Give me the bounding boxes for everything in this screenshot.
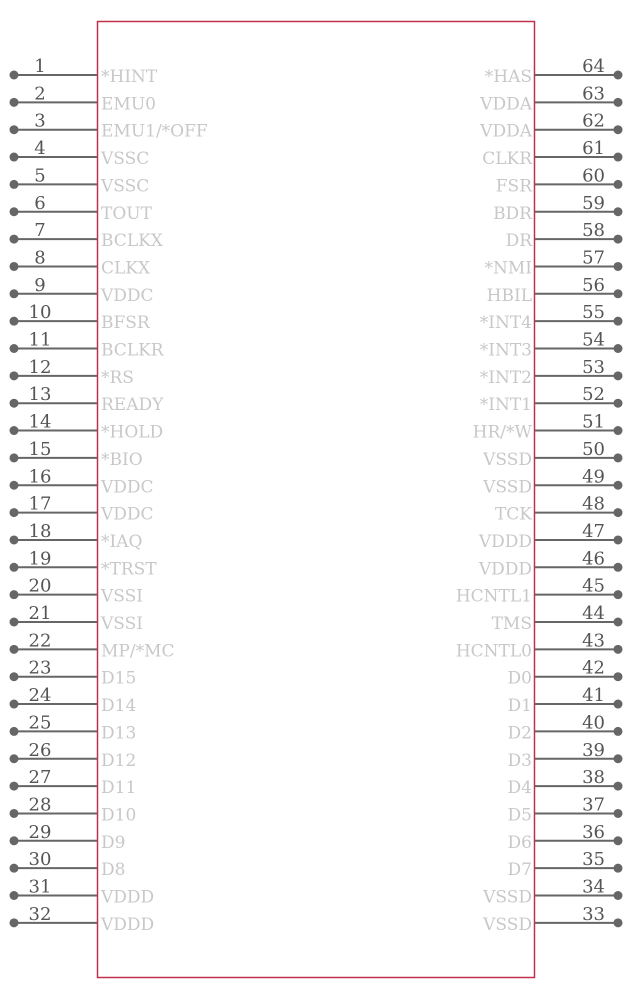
pin-number: 32: [28, 903, 52, 925]
pin-endpoint-dot: [10, 317, 19, 326]
pin-number: 30: [28, 849, 52, 871]
pin-name: VSSC: [101, 149, 150, 170]
pin-37: [508, 794, 623, 825]
pin-number: 12: [28, 356, 52, 378]
pin-endpoint-dot: [614, 180, 623, 189]
pin-endpoint-dot: [10, 180, 19, 189]
pin-endpoint-dot: [10, 344, 19, 353]
pin-name: FSR: [495, 176, 532, 197]
pin-number: 52: [582, 384, 605, 406]
pin-5: [10, 165, 150, 196]
pin-49: [482, 466, 622, 497]
pin-endpoint-dot: [614, 98, 623, 107]
pin-name: *INT4: [479, 313, 532, 334]
pin-number: 8: [34, 247, 46, 269]
pin-number: 36: [582, 821, 605, 843]
pin-name: *HINT: [101, 67, 158, 87]
pin-endpoint-dot: [614, 207, 623, 216]
pin-number: 54: [582, 329, 605, 351]
pin-name: *NMI: [484, 258, 532, 279]
pin-31: [10, 877, 155, 908]
pin-40: [508, 712, 623, 743]
pin-endpoint-dot: [10, 864, 19, 873]
pin-endpoint-dot: [10, 371, 19, 380]
pin-endpoint-dot: [614, 563, 623, 572]
pin-number: 5: [34, 165, 46, 187]
pin-number: 63: [582, 83, 605, 105]
pin-43: [456, 630, 623, 661]
pin-endpoint-dot: [10, 645, 19, 654]
pin-name: VSSD: [483, 449, 532, 470]
pin-name: D13: [101, 723, 137, 744]
pin-endpoint-dot: [614, 399, 623, 408]
pin-name: D3: [507, 750, 532, 771]
pin-4: [10, 138, 150, 169]
pin-endpoint-dot: [10, 481, 19, 490]
pin-21: [10, 603, 144, 634]
pin-name: D0: [507, 668, 532, 689]
pin-11: [10, 330, 165, 361]
pin-number: 44: [582, 603, 605, 624]
pin-name: D7: [507, 860, 532, 881]
pin-number: 55: [582, 302, 605, 324]
pin-endpoint-dot: [614, 618, 623, 627]
pin-19: [10, 548, 158, 579]
pin-name: VDDC: [101, 477, 154, 498]
pin-endpoint-dot: [10, 809, 19, 818]
pin-47: [478, 521, 623, 552]
pin-endpoint-dot: [614, 153, 623, 162]
pin-number: 47: [582, 520, 605, 542]
pin-number: 38: [582, 767, 605, 789]
pin-number: 40: [582, 712, 605, 734]
pin-24: [10, 685, 137, 716]
pin-2: [10, 83, 156, 114]
pin-23: [10, 658, 137, 689]
pin-name: D11: [101, 778, 137, 799]
right-pin-group: [456, 56, 623, 935]
pin-name: VSSD: [483, 914, 532, 935]
pin-number: 7: [34, 220, 46, 242]
pin-endpoint-dot: [614, 125, 623, 134]
pin-name: *IAQ: [101, 531, 143, 552]
pin-endpoint-dot: [614, 590, 623, 599]
pin-52: [480, 384, 623, 415]
pin-22: [10, 630, 175, 661]
pin-number: 25: [28, 712, 52, 734]
pin-name: VDDD: [101, 914, 155, 935]
pin-29: [10, 822, 126, 853]
pin-endpoint-dot: [10, 262, 19, 271]
pin-endpoint-dot: [614, 262, 623, 271]
pin-number: 14: [28, 411, 52, 433]
pin-name: TMS: [491, 614, 532, 634]
pin-number: 50: [582, 438, 605, 460]
pin-endpoint-dot: [10, 153, 19, 162]
pin-number: 46: [582, 548, 605, 570]
pin-54: [480, 330, 623, 361]
pin-16: [10, 466, 154, 497]
pin-endpoint-dot: [10, 207, 19, 216]
pin-number: 13: [28, 384, 52, 406]
pin-10: [10, 302, 151, 333]
pin-number: 48: [582, 493, 605, 515]
pin-7: [10, 220, 164, 251]
pin-62: [479, 111, 622, 142]
pin-name: D2: [507, 723, 532, 744]
pin-name: *HOLD: [101, 422, 164, 443]
pin-endpoint-dot: [614, 453, 623, 462]
pin-number: 62: [582, 110, 605, 132]
pin-number: 31: [28, 876, 52, 898]
pin-endpoint-dot: [10, 125, 19, 134]
pin-number: 56: [582, 274, 605, 296]
pin-endpoint-dot: [10, 289, 19, 298]
pin-endpoint-dot: [10, 618, 19, 627]
pin-63: [479, 83, 622, 114]
pin-endpoint-dot: [614, 317, 623, 326]
pin-number: 17: [28, 493, 52, 515]
pin-number: 59: [582, 192, 605, 214]
pin-number: 10: [28, 302, 52, 324]
pin-endpoint-dot: [614, 535, 623, 544]
pin-number: 34: [582, 876, 605, 898]
pin-endpoint-dot: [10, 727, 19, 736]
pin-57: [485, 247, 623, 278]
pin-endpoint-dot: [614, 672, 623, 681]
pin-endpoint-dot: [10, 399, 19, 408]
pin-name: HCNTL1: [455, 586, 532, 607]
pin-number: 43: [582, 630, 605, 652]
pin-1: [10, 56, 158, 87]
pin-name: DR: [505, 231, 532, 252]
pin-number: 11: [28, 329, 52, 351]
pin-name: TOUT: [101, 203, 152, 224]
pin-number: 53: [582, 356, 605, 378]
pin-endpoint-dot: [10, 508, 19, 517]
pin-18: [10, 521, 143, 552]
pin-name: D9: [101, 832, 126, 853]
pin-name: BFSR: [101, 313, 150, 334]
pin-38: [508, 767, 623, 798]
pin-name: D10: [101, 805, 137, 826]
pin-endpoint-dot: [10, 836, 19, 845]
pin-endpoint-dot: [10, 700, 19, 709]
pin-number: 61: [582, 138, 605, 160]
pin-endpoint-dot: [10, 426, 19, 435]
pin-name: VDDA: [480, 121, 532, 142]
left-pin-group: [10, 56, 208, 935]
pin-name: *HAS: [484, 67, 532, 87]
pin-name: *BIO: [101, 449, 143, 470]
pin-name: HR/*W: [472, 422, 532, 443]
pin-number: 1: [34, 56, 46, 77]
pin-endpoint-dot: [614, 289, 623, 298]
pin-45: [456, 576, 623, 607]
pin-endpoint-dot: [614, 344, 623, 353]
pin-41: [508, 685, 623, 716]
pin-endpoint-dot: [10, 672, 19, 681]
pin-25: [10, 712, 137, 743]
pin-endpoint-dot: [614, 700, 623, 709]
pin-name: VDDC: [101, 504, 154, 525]
pin-name: TCK: [494, 504, 532, 525]
pin-endpoint-dot: [614, 426, 623, 435]
pin-9: [10, 275, 154, 306]
pin-number: 49: [582, 466, 605, 488]
pin-number: 29: [28, 821, 52, 843]
pin-endpoint-dot: [10, 98, 19, 107]
pin-endpoint-dot: [614, 481, 623, 490]
pin-endpoint-dot: [10, 563, 19, 572]
pin-number: 20: [28, 575, 52, 597]
pin-name: VSSI: [101, 586, 143, 607]
pin-endpoint-dot: [10, 891, 19, 900]
pin-name: D14: [101, 696, 137, 717]
pin-12: [10, 357, 134, 388]
pin-30: [10, 849, 126, 880]
pin-number: 21: [28, 603, 52, 624]
ic-body-outline: [98, 22, 535, 978]
pin-endpoint-dot: [614, 864, 623, 873]
pin-46: [478, 548, 623, 579]
pin-number: 4: [34, 138, 46, 160]
pin-name: VDDA: [480, 94, 532, 115]
pin-number: 23: [28, 657, 52, 679]
pin-endpoint-dot: [10, 590, 19, 599]
pin-name: D4: [507, 778, 532, 799]
pin-8: [10, 247, 151, 278]
pin-number: 15: [28, 438, 52, 460]
pin-endpoint-dot: [614, 809, 623, 818]
pin-number: 60: [582, 165, 605, 187]
pin-44: [492, 603, 623, 634]
pin-number: 35: [582, 849, 605, 871]
pin-name: D8: [101, 860, 126, 881]
pin-32: [10, 904, 155, 935]
pin-number: 27: [28, 767, 52, 789]
pin-name: EMU1/*OFF: [101, 121, 208, 142]
pin-endpoint-dot: [10, 453, 19, 462]
pin-endpoint-dot: [614, 782, 623, 791]
pin-name: VSSI: [101, 614, 143, 634]
pin-number: 9: [34, 274, 46, 296]
pin-56: [487, 275, 623, 306]
pin-number: 22: [28, 630, 52, 652]
pin-55: [480, 302, 623, 333]
pin-26: [10, 740, 137, 771]
pin-endpoint-dot: [614, 891, 623, 900]
pin-number: 2: [34, 83, 46, 105]
pin-endpoint-dot: [10, 754, 19, 763]
pin-name: CLKX: [101, 258, 151, 279]
pin-name: VDDD: [478, 559, 532, 580]
pin-name: VDDC: [101, 285, 154, 306]
pin-number: 64: [582, 56, 605, 77]
pin-name: BDR: [493, 203, 532, 224]
pin-number: 37: [582, 794, 605, 816]
pin-name: HBIL: [486, 285, 532, 306]
pin-53: [480, 357, 623, 388]
pin-endpoint-dot: [614, 508, 623, 517]
pin-name: BCLKR: [101, 340, 164, 361]
pin-34: [482, 877, 622, 908]
pin-14: [10, 412, 164, 443]
pin-name: EMU0: [101, 94, 156, 115]
pin-51: [473, 412, 623, 443]
pin-6: [10, 193, 153, 224]
pin-name: VSSD: [483, 477, 532, 498]
pin-48: [495, 494, 623, 525]
pin-name: *TRST: [101, 559, 157, 580]
pin-39: [508, 740, 623, 771]
pin-number: 18: [28, 520, 52, 542]
pin-27: [10, 767, 137, 798]
pin-name: *INT2: [479, 367, 532, 388]
pin-name: *RS: [101, 367, 134, 388]
pin-name: D5: [507, 805, 532, 826]
pin-58: [506, 220, 623, 251]
pin-name: READY: [101, 395, 164, 416]
pin-33: [482, 904, 622, 935]
pin-61: [482, 138, 622, 169]
pin-endpoint-dot: [10, 918, 19, 927]
pin-20: [10, 576, 144, 607]
pin-number: 58: [582, 220, 605, 242]
pin-name: *INT1: [479, 395, 532, 416]
pin-36: [508, 822, 623, 853]
pin-name: BCLKX: [101, 231, 163, 252]
pin-endpoint-dot: [614, 727, 623, 736]
pin-endpoint-dot: [614, 754, 623, 763]
pin-number: 45: [582, 575, 605, 597]
pin-number: 24: [28, 685, 52, 707]
pin-endpoint-dot: [614, 836, 623, 845]
pin-3: [10, 111, 208, 142]
pin-number: 57: [582, 247, 605, 269]
pin-59: [493, 193, 622, 224]
pin-17: [10, 494, 154, 525]
pin-endpoint-dot: [614, 371, 623, 380]
pin-15: [10, 439, 143, 470]
pin-number: 6: [34, 192, 46, 214]
pin-endpoint-dot: [614, 918, 623, 927]
pin-name: *INT3: [479, 340, 532, 361]
pin-64: [485, 56, 623, 87]
pin-name: D12: [101, 750, 137, 771]
pin-number: 16: [28, 466, 52, 488]
pin-name: VDDD: [478, 531, 532, 552]
pin-name: VSSD: [483, 887, 532, 908]
pin-number: 41: [582, 685, 605, 707]
pin-name: MP/*MC: [101, 641, 175, 662]
pin-number: 39: [582, 739, 605, 761]
pin-name: VSSC: [101, 176, 150, 197]
pin-endpoint-dot: [10, 235, 19, 244]
pin-number: 51: [582, 411, 605, 433]
pin-number: 33: [582, 903, 605, 925]
pin-42: [508, 658, 623, 689]
pin-28: [10, 794, 137, 825]
pin-name: CLKR: [482, 149, 532, 170]
pin-endpoint-dot: [614, 235, 623, 244]
pin-60: [496, 165, 623, 196]
pin-50: [482, 439, 622, 470]
pin-name: D15: [101, 668, 137, 689]
pin-number: 19: [28, 548, 52, 570]
pin-endpoint-dot: [614, 645, 623, 654]
pin-35: [508, 849, 623, 880]
pin-name: HCNTL0: [455, 641, 532, 662]
pin-name: D6: [507, 832, 532, 853]
pin-endpoint-dot: [10, 535, 19, 544]
pin-number: 3: [34, 110, 46, 132]
pin-endpoint-dot: [614, 71, 623, 80]
pin-number: 26: [28, 739, 52, 761]
pin-endpoint-dot: [10, 71, 19, 80]
pin-name: D1: [507, 696, 532, 717]
pin-endpoint-dot: [10, 782, 19, 791]
pin-number: 28: [28, 794, 52, 816]
pin-13: [10, 384, 165, 415]
pin-number: 42: [582, 657, 605, 679]
pin-name: VDDD: [101, 887, 155, 908]
